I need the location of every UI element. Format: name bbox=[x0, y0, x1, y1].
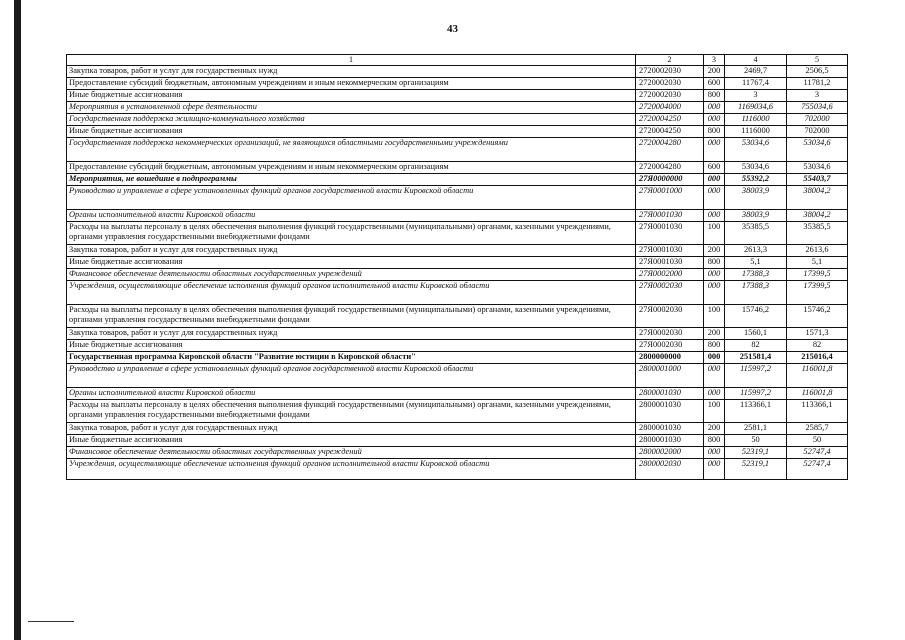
row-value-2-cell: 38004,2 bbox=[787, 186, 848, 210]
row-kind-cell: 000 bbox=[704, 186, 725, 210]
row-name-cell: Расходы на выплаты персоналу в целях обеспечения выполнения функций государственными (муниципальными) органами, казенными учреждениями, органами управления государственными внебюджетными фондами bbox=[67, 222, 636, 245]
row-name-cell: Иные бюджетные ассигнования bbox=[67, 126, 636, 138]
header-cell-value-2: 5 bbox=[787, 55, 848, 66]
row-kind-cell: 200 bbox=[704, 66, 725, 78]
header-cell-kind: 3 bbox=[704, 55, 725, 66]
row-name-cell: Расходы на выплаты персоналу в целях обеспечения выполнения функций государственными (муниципальными) органами, казенными учреждениями, органами управления государственными внебюджетными фондами bbox=[67, 305, 636, 328]
table-row bbox=[67, 423, 848, 435]
row-value-2-cell: 116001,8 bbox=[787, 388, 848, 400]
row-value-2-cell: 53034,6 bbox=[787, 162, 848, 174]
row-value-1-cell: 1116000 bbox=[725, 126, 787, 138]
row-value-1-cell: 115997,2 bbox=[725, 364, 787, 388]
row-value-2-cell: 38004,2 bbox=[787, 210, 848, 222]
row-name-cell: Предоставление субсидий бюджетным, автономным учреждениям и иным некоммерческим организациям bbox=[67, 162, 636, 174]
row-code-cell: 27Я0002030 bbox=[636, 328, 704, 340]
row-value-2-cell: 702000 bbox=[787, 114, 848, 126]
row-kind-cell: 000 bbox=[704, 102, 725, 114]
row-value-2-cell: 2613,6 bbox=[787, 245, 848, 257]
row-value-1-cell: 1560,1 bbox=[725, 328, 787, 340]
table-row bbox=[67, 245, 848, 257]
table-row bbox=[67, 66, 848, 78]
row-value-1-cell: 17388,3 bbox=[725, 281, 787, 305]
table-row bbox=[67, 269, 848, 281]
row-value-1-cell: 52319,1 bbox=[725, 459, 787, 480]
row-name-cell: Иные бюджетные ассигнования bbox=[67, 257, 636, 269]
table-row bbox=[67, 388, 848, 400]
row-name-cell: Руководство и управление в сфере установленных функций органов государственной власти Кировской области bbox=[67, 364, 636, 388]
row-kind-cell: 000 bbox=[704, 210, 725, 222]
row-kind-cell: 000 bbox=[704, 138, 725, 162]
table-row bbox=[67, 281, 848, 305]
row-value-2-cell: 1571,3 bbox=[787, 328, 848, 340]
row-kind-cell: 100 bbox=[704, 400, 725, 423]
table-row bbox=[67, 435, 848, 447]
row-value-1-cell: 38003,9 bbox=[725, 186, 787, 210]
row-kind-cell: 000 bbox=[704, 352, 725, 364]
row-kind-cell: 200 bbox=[704, 423, 725, 435]
row-kind-cell: 600 bbox=[704, 78, 725, 90]
table-header-row bbox=[67, 55, 848, 66]
row-value-1-cell: 35385,5 bbox=[725, 222, 787, 245]
budget-table bbox=[66, 54, 848, 480]
row-name-cell: Руководство и управление в сфере установленных функций органов государственной власти Кировской области bbox=[67, 186, 636, 210]
table-row bbox=[67, 90, 848, 102]
row-name-cell: Государственная поддержка жилищно-коммунального хозяйства bbox=[67, 114, 636, 126]
row-value-2-cell: 52747,4 bbox=[787, 447, 848, 459]
row-value-2-cell: 2506,5 bbox=[787, 66, 848, 78]
row-value-1-cell: 1116000 bbox=[725, 114, 787, 126]
row-code-cell: 2720002030 bbox=[636, 78, 704, 90]
row-value-1-cell: 5,1 bbox=[725, 257, 787, 269]
row-value-1-cell: 52319,1 bbox=[725, 447, 787, 459]
table-row bbox=[67, 210, 848, 222]
header-cell-code: 2 bbox=[636, 55, 704, 66]
row-kind-cell: 000 bbox=[704, 447, 725, 459]
table-row bbox=[67, 114, 848, 126]
table-row bbox=[67, 364, 848, 388]
row-kind-cell: 800 bbox=[704, 126, 725, 138]
row-code-cell: 27Я0001030 bbox=[636, 257, 704, 269]
row-kind-cell: 000 bbox=[704, 459, 725, 480]
row-code-cell: 2800002000 bbox=[636, 447, 704, 459]
row-value-1-cell: 15746,2 bbox=[725, 305, 787, 328]
row-code-cell: 27Я0001030 bbox=[636, 222, 704, 245]
row-value-2-cell: 2585,7 bbox=[787, 423, 848, 435]
row-name-cell: Органы исполнительной власти Кировской области bbox=[67, 388, 636, 400]
row-name-cell: Закупка товаров, работ и услуг для государственных нужд bbox=[67, 245, 636, 257]
row-value-2-cell: 35385,5 bbox=[787, 222, 848, 245]
row-name-cell: Учреждения, осуществляющие обеспечение исполнения функций органов исполнительной власти Кировской области bbox=[67, 459, 636, 480]
header-cell-value-1: 4 bbox=[725, 55, 787, 66]
row-value-1-cell: 3 bbox=[725, 90, 787, 102]
row-name-cell: Государственная программа Кировской области "Развитие юстиции в Кировской области" bbox=[67, 352, 636, 364]
row-kind-cell: 000 bbox=[704, 388, 725, 400]
page-number: 43 bbox=[447, 23, 458, 35]
row-name-cell: Финансовое обеспечение деятельности областных государственных учреждений bbox=[67, 269, 636, 281]
table-row bbox=[67, 447, 848, 459]
row-value-1-cell: 53034,6 bbox=[725, 162, 787, 174]
row-kind-cell: 000 bbox=[704, 174, 725, 186]
table-row bbox=[67, 328, 848, 340]
row-value-1-cell: 251581,4 bbox=[725, 352, 787, 364]
row-kind-cell: 100 bbox=[704, 305, 725, 328]
row-name-cell: Закупка товаров, работ и услуг для государственных нужд bbox=[67, 423, 636, 435]
table-row bbox=[67, 459, 848, 480]
row-value-2-cell: 15746,2 bbox=[787, 305, 848, 328]
table-row bbox=[67, 400, 848, 423]
row-value-2-cell: 5,1 bbox=[787, 257, 848, 269]
row-code-cell: 27Я0000000 bbox=[636, 174, 704, 186]
table-row bbox=[67, 174, 848, 186]
row-value-1-cell: 82 bbox=[725, 340, 787, 352]
row-name-cell: Закупка товаров, работ и услуг для государственных нужд bbox=[67, 328, 636, 340]
row-kind-cell: 000 bbox=[704, 364, 725, 388]
row-name-cell: Органы исполнительной власти Кировской области bbox=[67, 210, 636, 222]
row-kind-cell: 200 bbox=[704, 245, 725, 257]
row-code-cell: 27Я0001030 bbox=[636, 245, 704, 257]
row-kind-cell: 800 bbox=[704, 257, 725, 269]
row-code-cell: 2720002030 bbox=[636, 66, 704, 78]
row-name-cell: Предоставление субсидий бюджетным, автономным учреждениям и иным некоммерческим организациям bbox=[67, 78, 636, 90]
table-row bbox=[67, 162, 848, 174]
row-code-cell: 2800001030 bbox=[636, 423, 704, 435]
row-kind-cell: 000 bbox=[704, 269, 725, 281]
row-value-1-cell: 115997,2 bbox=[725, 388, 787, 400]
row-value-1-cell: 113366,1 bbox=[725, 400, 787, 423]
table-row bbox=[67, 102, 848, 114]
row-kind-cell: 000 bbox=[704, 114, 725, 126]
row-value-1-cell: 11767,4 bbox=[725, 78, 787, 90]
row-name-cell: Иные бюджетные ассигнования bbox=[67, 90, 636, 102]
budget-table-body bbox=[67, 55, 848, 480]
row-value-1-cell: 2469,7 bbox=[725, 66, 787, 78]
table-row bbox=[67, 126, 848, 138]
row-name-cell: Расходы на выплаты персоналу в целях обеспечения выполнения функций государственными (муниципальными) органами, казенными учреждениями, органами управления государственными внебюджетными фондами bbox=[67, 400, 636, 423]
header-cell-name: 1 bbox=[67, 55, 636, 66]
row-name-cell: Мероприятия в установленной сфере деятельности bbox=[67, 102, 636, 114]
row-code-cell: 2800001000 bbox=[636, 364, 704, 388]
row-code-cell: 2800002030 bbox=[636, 459, 704, 480]
row-name-cell: Закупка товаров, работ и услуг для государственных нужд bbox=[67, 66, 636, 78]
row-kind-cell: 200 bbox=[704, 328, 725, 340]
row-code-cell: 2720004000 bbox=[636, 102, 704, 114]
row-value-2-cell: 11781,2 bbox=[787, 78, 848, 90]
row-code-cell: 27Я0001030 bbox=[636, 210, 704, 222]
row-value-2-cell: 17399,5 bbox=[787, 269, 848, 281]
row-kind-cell: 800 bbox=[704, 340, 725, 352]
row-kind-cell: 800 bbox=[704, 435, 725, 447]
row-value-2-cell: 215016,4 bbox=[787, 352, 848, 364]
row-name-cell: Учреждения, осуществляющие обеспечение исполнения функций органов исполнительной власти Кировской области bbox=[67, 281, 636, 305]
row-value-2-cell: 53034,6 bbox=[787, 138, 848, 162]
row-value-1-cell: 55392,2 bbox=[725, 174, 787, 186]
row-value-2-cell: 113366,1 bbox=[787, 400, 848, 423]
table-row bbox=[67, 257, 848, 269]
row-code-cell: 27Я0002000 bbox=[636, 269, 704, 281]
row-name-cell: Государственная поддержка некоммерческих организаций, не являющихся областными государственными учреждениями bbox=[67, 138, 636, 162]
row-value-2-cell: 116001,8 bbox=[787, 364, 848, 388]
table-row bbox=[67, 305, 848, 328]
row-code-cell: 2720004280 bbox=[636, 138, 704, 162]
row-code-cell: 2800001030 bbox=[636, 400, 704, 423]
row-value-1-cell: 1169034,6 bbox=[725, 102, 787, 114]
row-value-2-cell: 82 bbox=[787, 340, 848, 352]
row-kind-cell: 000 bbox=[704, 281, 725, 305]
row-value-2-cell: 55403,7 bbox=[787, 174, 848, 186]
table-row bbox=[67, 222, 848, 245]
row-value-1-cell: 2613,3 bbox=[725, 245, 787, 257]
row-code-cell: 27Я0002030 bbox=[636, 281, 704, 305]
row-code-cell: 2800001030 bbox=[636, 435, 704, 447]
row-value-1-cell: 2581,1 bbox=[725, 423, 787, 435]
scan-edge-bar bbox=[14, 0, 21, 640]
row-name-cell: Иные бюджетные ассигнования bbox=[67, 435, 636, 447]
row-value-1-cell: 38003,9 bbox=[725, 210, 787, 222]
table-row bbox=[67, 340, 848, 352]
row-value-1-cell: 17388,3 bbox=[725, 269, 787, 281]
row-value-1-cell: 50 bbox=[725, 435, 787, 447]
row-name-cell: Финансовое обеспечение деятельности областных государственных учреждений bbox=[67, 447, 636, 459]
row-name-cell: Иные бюджетные ассигнования bbox=[67, 340, 636, 352]
row-value-1-cell: 53034,6 bbox=[725, 138, 787, 162]
row-kind-cell: 100 bbox=[704, 222, 725, 245]
table-row bbox=[67, 352, 848, 364]
row-code-cell: 27Я0002030 bbox=[636, 340, 704, 352]
row-code-cell: 2720004250 bbox=[636, 126, 704, 138]
row-name-cell: Мероприятия, не вошедшие в подпрограммы bbox=[67, 174, 636, 186]
row-value-2-cell: 755034,6 bbox=[787, 102, 848, 114]
row-value-2-cell: 52747,4 bbox=[787, 459, 848, 480]
row-value-2-cell: 3 bbox=[787, 90, 848, 102]
row-value-2-cell: 17399,5 bbox=[787, 281, 848, 305]
row-kind-cell: 600 bbox=[704, 162, 725, 174]
row-code-cell: 27Я0001000 bbox=[636, 186, 704, 210]
row-code-cell: 2800001030 bbox=[636, 388, 704, 400]
row-code-cell: 2720004280 bbox=[636, 162, 704, 174]
table-row bbox=[67, 138, 848, 162]
table-row bbox=[67, 186, 848, 210]
row-value-2-cell: 50 bbox=[787, 435, 848, 447]
row-code-cell: 2800000000 bbox=[636, 352, 704, 364]
footnote-rule bbox=[28, 621, 74, 622]
row-code-cell: 2720004250 bbox=[636, 114, 704, 126]
table-row bbox=[67, 78, 848, 90]
row-kind-cell: 800 bbox=[704, 90, 725, 102]
row-code-cell: 2720002030 bbox=[636, 90, 704, 102]
row-code-cell: 27Я0002030 bbox=[636, 305, 704, 328]
row-value-2-cell: 702000 bbox=[787, 126, 848, 138]
